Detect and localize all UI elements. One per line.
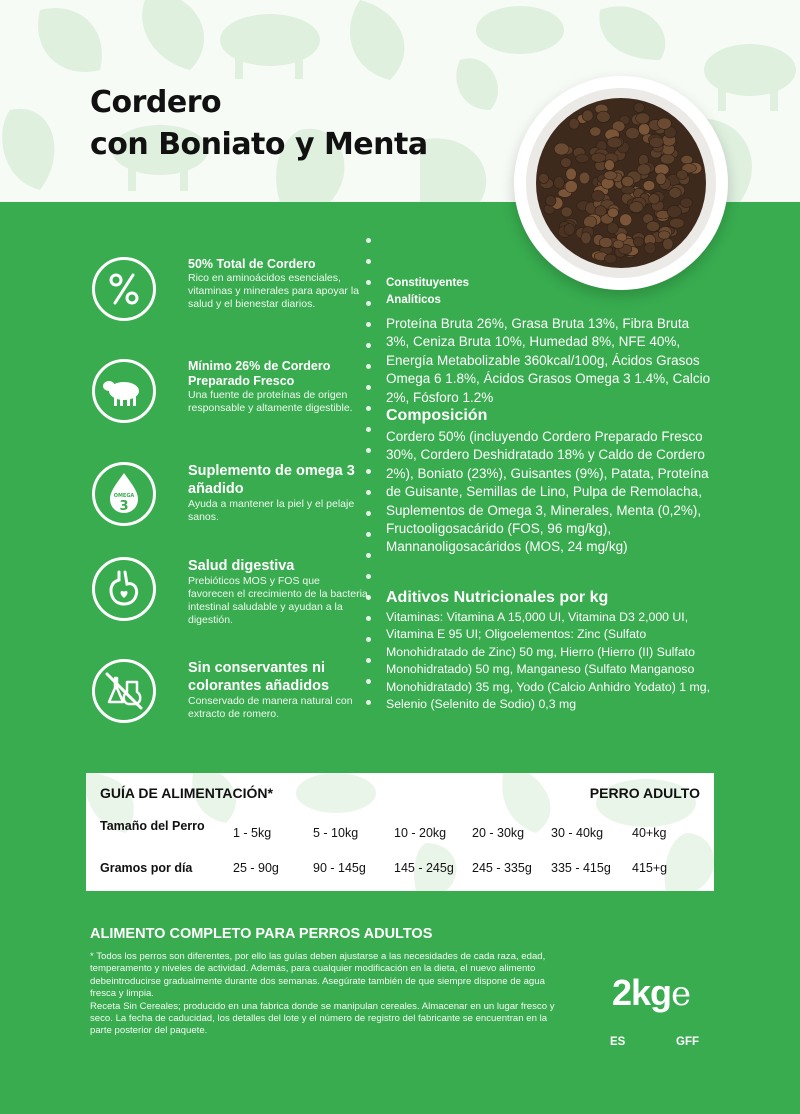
kibble-piece (680, 198, 692, 207)
omega-label: OMEGA (113, 493, 135, 499)
kibble-piece (681, 155, 693, 164)
analytical-constituents (386, 275, 716, 407)
size-cell: 40+kg (632, 826, 667, 840)
fine-print-guide-note: * Todos los perros son diferentes, por ello las guías deben ajustarse a las necesidades de cada raza, edad, temperamento y niveles de actividad. Además, para cualquier modificación en la dieta, el nuevo alimento debeintroducirse gradualmente durante dos semanas. Asegúrate también de que siempre dispone de agua fresca y limpia. (90, 951, 546, 1000)
lamb-icon (92, 359, 156, 423)
product-title (90, 82, 428, 166)
kibble-piece (545, 196, 556, 206)
fine-print-storage-note: Receta Sin Cereales; producido en una fabrica donde se manipulan cereales. Almacenar en un lugar fresco y seco. La fecha de caducidad, los detalles del lote y el número de registro del fabricante se encuentran en la parte posterior del paquete. (90, 1000, 555, 1037)
kibble-piece (646, 221, 659, 231)
grams-cell: 335 - 415g (551, 861, 611, 875)
fine-print (90, 951, 570, 1038)
composition-heading: Composición (386, 407, 488, 424)
kibble-piece (636, 113, 650, 124)
kibble-piece (667, 206, 681, 218)
additives-text: Vitaminas: Vitamina A 15,000 UI, Vitamina D3 2,000 UI, Vitamina E 95 UI; Oligoelementos: Zinc (Sulfato Monohidratado de Zinc) 50 mg, Hierro (Hierro (II) Sulfato Monohidratado) 50 mg, Manganeso (Sulfato Manganoso Monohidratado) 35 mg, Yodo (Calcio Anhidro Yodato) 1 mg, Selenio (Selenito de Sodio) 0,3 mg (386, 610, 711, 712)
feature-text: Ayuda a mantener la piel y el pelaje sanos. (188, 498, 355, 523)
omega-number: 3 (119, 499, 129, 514)
country-code: ES (610, 1036, 626, 1048)
feature-title: 50% Total de Cordero (188, 257, 316, 271)
kibble-piece (605, 160, 615, 171)
grams-cell: 415+g (632, 861, 668, 875)
feature-title: Sin conservantes ni colorantes añadidos (188, 660, 330, 694)
size-cell: 1 - 5kg (233, 826, 272, 840)
feature-text: Una fuente de proteínas de origen responsable y altamente digestible. (188, 389, 353, 414)
kibble-piece (582, 110, 593, 121)
kibble-piece (676, 170, 687, 179)
kibble-piece (656, 173, 666, 185)
kibble-piece (564, 224, 575, 236)
kibble-piece (633, 237, 644, 247)
size-cell: 5 - 10kg (313, 826, 359, 840)
kibble-bowl-image (514, 76, 728, 290)
kibble-piece (608, 208, 619, 218)
kibble-piece (539, 173, 549, 183)
kibble-piece (669, 188, 681, 199)
kibble-piece (607, 138, 622, 148)
additives-section (386, 587, 716, 713)
analytics-heading-2: Analíticos (386, 294, 441, 306)
kibble-piece (670, 218, 685, 228)
kibble-piece (639, 124, 650, 136)
feature-title: Salud digestiva (188, 558, 295, 574)
kibble-piece (591, 153, 606, 162)
no-chemicals-icon (92, 659, 156, 723)
kibble-piece (569, 118, 579, 129)
size-cell: 10 - 20kg (394, 826, 447, 840)
kibble-piece (599, 237, 612, 247)
kibble-piece (566, 168, 577, 180)
kibble-piece (561, 207, 572, 217)
kibble-piece (620, 214, 632, 226)
kibble-piece (649, 137, 663, 148)
feeding-guide (86, 773, 714, 891)
kibble-piece (637, 164, 651, 175)
feature-text: Prebióticos MOS y FOS que favorecen el crecimiento de la bacteria intestinal saludable y ayudan a la digestión. (188, 575, 368, 626)
additives-heading: Aditivos Nutricionales por kg (386, 589, 609, 606)
kibble-piece (561, 158, 572, 168)
title-line-2: con Boniato y Menta (90, 127, 428, 162)
kibble-piece (626, 128, 640, 139)
kibble-piece (657, 118, 671, 129)
kibble-piece (604, 254, 616, 263)
kibble-piece (579, 172, 590, 184)
kibble-piece (554, 177, 565, 189)
guide-target: PERRO ADULTO (589, 785, 700, 801)
grams-cell: 245 - 335g (472, 861, 532, 875)
kibble-pile (534, 96, 708, 270)
omega-3-icon (92, 462, 156, 526)
kibble-piece (613, 240, 624, 249)
kibble-piece (649, 194, 660, 204)
row-label-size: Tamaño del Perro (100, 819, 205, 833)
title-line-1: Cordero (90, 85, 222, 120)
kibble-piece (592, 190, 605, 201)
grams-cell: 90 - 145g (313, 861, 366, 875)
kibble-piece (595, 206, 607, 216)
kibble-piece (581, 232, 591, 244)
estimated-sign: e (671, 974, 691, 1014)
stomach-heart-icon (92, 557, 156, 621)
analytics-heading-1: Constituyentes (386, 277, 470, 289)
feature-title: Mínimo 26% de Cordero Preparado Fresco (188, 359, 331, 388)
kibble-piece (554, 143, 569, 155)
kibble-piece (565, 180, 577, 192)
kibble-piece (584, 216, 597, 228)
kibble-piece (644, 243, 655, 254)
row-label-grams: Gramos por día (100, 861, 193, 875)
kibble-piece (643, 180, 655, 190)
analytics-text: Proteína Bruta 26%, Grasa Bruta 13%, Fibra Bruta 3%, Ceniza Bruta 10%, Humedad 8%, NFE 40%, Energía Metabolizable 360kcal/100g, Ácidos Grasos Omega 6 1.8%, Ácidos Grasos Omega 3 1.4%, Calcio 2%, Fósforo 1.2% (386, 316, 711, 405)
product-code: GFF (676, 1036, 699, 1048)
guide-title: GUÍA DE ALIMENTACIÓN* (100, 785, 273, 801)
kibble-piece (663, 238, 673, 250)
feature-text: Conservado de manera natural con extracto de romero. (188, 695, 353, 720)
kibble-piece (629, 202, 643, 213)
percent-icon (92, 257, 156, 321)
composition-section (386, 405, 716, 557)
kibble-piece (622, 176, 634, 187)
net-weight (612, 972, 690, 1014)
grams-cell: 25 - 90g (233, 861, 279, 875)
composition-text: Cordero 50% (incluyendo Cordero Preparado Fresco 30%, Cordero Deshidratado 18% y Caldo de Cordero 2%), Boniato (23%), Guisantes (9%), Patata, Proteína de Guisante, Semillas de Lino, Pulpa de Remolacha, Suplementos de Omega 3, Minerales, Menta (0,2%), Fructooligosacárido (FOS, 96 mg/kg), Mannanoligosacáridos (MOS, 24 mg/kg) (386, 429, 709, 555)
complete-food-heading: ALIMENTO COMPLETO PARA PERROS ADULTOS (90, 926, 433, 942)
kibble-piece (604, 171, 617, 180)
kibble-piece (576, 154, 589, 163)
weight-value: 2kg (612, 972, 672, 1013)
kibble-piece (634, 102, 645, 112)
kibble-piece (660, 154, 674, 164)
kibble-piece (658, 231, 670, 239)
grams-cell: 145 - 245g (394, 861, 454, 875)
feature-title: Suplemento de omega 3 añadido (188, 463, 355, 497)
kibble-piece (597, 111, 611, 122)
size-cell: 30 - 40kg (551, 826, 604, 840)
feature-text: Rico en aminoácidos esenciales, vitaminas y minerales para apoyar la salud y el bienestar diarios. (188, 272, 359, 310)
kibble-piece (590, 127, 601, 136)
size-cell: 20 - 30kg (472, 826, 525, 840)
